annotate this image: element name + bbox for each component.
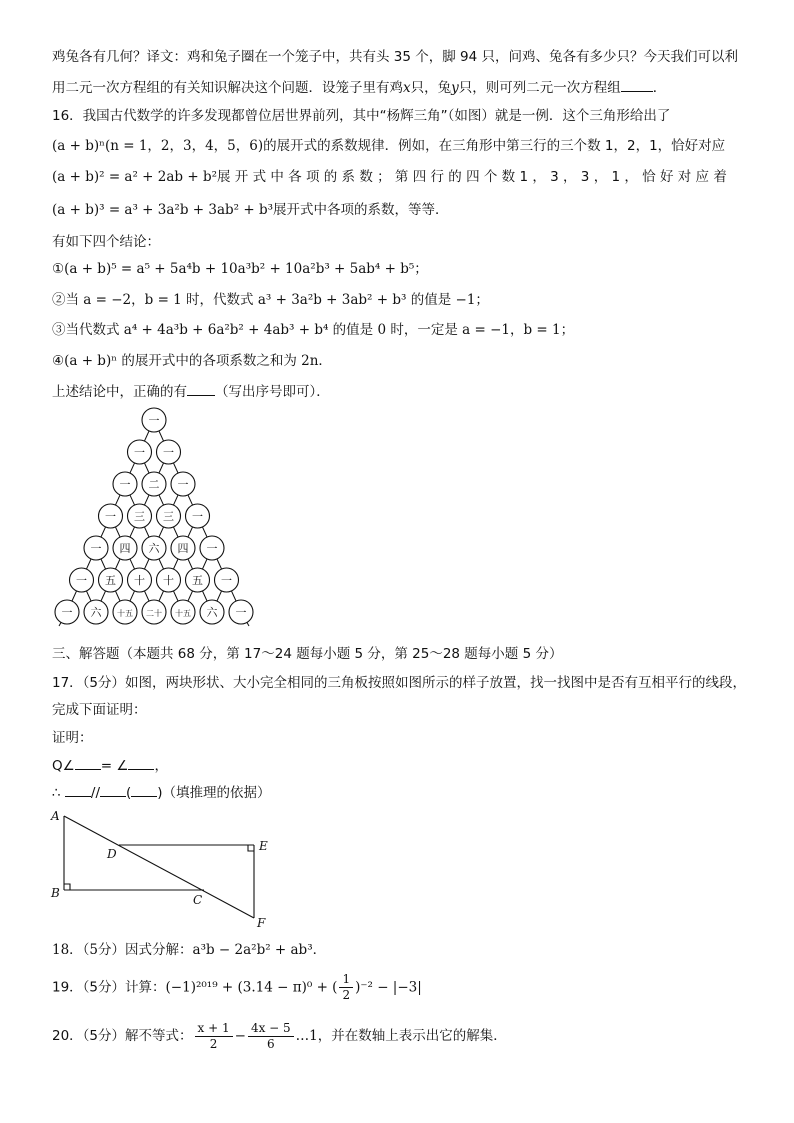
triangle-node (99, 568, 123, 592)
proof-step-2: ∴ // ( )（填推理的依据） (52, 782, 271, 803)
triangle-node (171, 472, 195, 496)
triangle-node-value: 六 (90, 606, 102, 619)
q16-line3: (a + b)² = a² + 2ab + b²展 开 式 中 各 项 的 系 数 ； 第 四 行 的 四 个 数 1 ， 3 ， 3 ， 1 ， 恰 好 对 应 着 (52, 169, 727, 185)
triangle-node-value: 十 (163, 574, 174, 587)
triangle-node (128, 504, 152, 528)
angle-blank-1[interactable] (75, 755, 101, 770)
triangle-node-value: 一 (134, 446, 145, 459)
label-e: E (259, 839, 268, 853)
triangle-node (142, 600, 166, 624)
label-a: A (51, 809, 60, 823)
triangle-node (84, 536, 108, 560)
proof-step-1: Q∠ = ∠ ， (52, 755, 168, 776)
triangle-node (70, 568, 94, 592)
reason-blank[interactable] (131, 782, 157, 797)
conclusion-4: ④(a + b)ⁿ 的展开式中的各项系数之和为 2n． (52, 353, 332, 369)
q18: 18．（5分）因式分解：a³b − 2a²b² + ab³． (52, 942, 327, 958)
triangle-node (171, 600, 195, 624)
q16-line1: 16．我国古代数学的许多发现都曾位居世界前列，其中“杨辉三角”（如图）就是一例．这个三角形给出了 (52, 108, 671, 124)
triangle-node-value: 三 (134, 510, 145, 523)
triangle-node (200, 536, 224, 560)
triangle-node-value: 一 (76, 574, 87, 587)
answer-blank-15[interactable] (621, 77, 653, 92)
q16-line2: (a + b)ⁿ(n = 1，2，3，4，5，6)的展开式的系数规律．例如，在三角形中第三行的三个数 1，2，1，恰好对应 (52, 138, 726, 154)
triangle-node-value: 一 (90, 542, 102, 555)
label-c: C (193, 893, 203, 907)
q17-line2: 完成下面证明： (52, 702, 147, 718)
triangle-node-value: 十 (134, 574, 145, 587)
triangle-node-value: 一 (148, 414, 160, 427)
conclusions-intro: 有如下四个结论： (52, 234, 160, 250)
triangle-node-value: 五 (105, 574, 116, 587)
triangle-node-value: 四 (177, 542, 189, 555)
triangle-node-value: 二十 (146, 609, 162, 618)
triangle-node-value: 一 (61, 606, 73, 619)
triangle-node-value: 一 (105, 510, 116, 523)
triangle-node (142, 408, 166, 432)
conclusion-2: ②当 a = −2，b = 1 时，代数式 a³ + 3a²b + 3ab² + b³ 的值是 −1； (52, 292, 489, 308)
triangle-node (55, 600, 79, 624)
label-b: B (51, 886, 60, 900)
triangle-node (142, 536, 166, 560)
triangle-node-value: 一 (177, 478, 189, 491)
q16-line4: (a + b)³ = a³ + 3a²b + 3ab² + b³展开式中各项的系数，等等． (52, 202, 449, 218)
triangle-node (142, 472, 166, 496)
triangle-node-value: 一 (119, 478, 131, 491)
triangle-node-value: 一 (206, 542, 218, 555)
q19: 19．（5分）计算：(−1)²⁰¹⁹ + (3.14 − π)⁰ + ( $\frac{1}{2}$ )⁻² − |−3| (52, 972, 422, 1002)
label-d: D (107, 847, 117, 861)
right-angle-b (64, 884, 70, 890)
right-angle-e (248, 845, 254, 851)
fraction-right: $\frac{4x - 5}{6}$ (248, 1021, 294, 1052)
segment-af (64, 816, 254, 918)
triangle-node-value: 一 (235, 606, 247, 619)
proof-label: 证明： (52, 730, 93, 746)
triangle-node (128, 568, 152, 592)
angle-blank-2[interactable] (128, 755, 154, 770)
q16-ask: 上述结论中，正确的有 （写出序号即可）． (52, 381, 330, 402)
triangle-node (229, 600, 253, 624)
label-f: F (257, 916, 266, 930)
triangle-boards-figure (46, 806, 286, 931)
triangle-node-value: 五 (192, 574, 203, 587)
q15-line1: 鸡兔各有几何？译文：鸡和兔子圈在一个笼子中，共有头 35 个，脚 94 只，问鸡、兔各有多少只？今天我们可以利 (52, 49, 739, 65)
triangle-node (186, 504, 210, 528)
segment-blank-1[interactable] (65, 782, 91, 797)
triangle-node-value: 一 (221, 574, 232, 587)
answer-blank-16[interactable] (187, 381, 215, 396)
triangle-node (186, 568, 210, 592)
triangle-node-value: 十五 (175, 609, 191, 618)
triangle-node (113, 600, 137, 624)
conclusion-3: ③当代数式 a⁴ + 4a³b + 6a²b² + 4ab³ + b⁴ 的值是 0 时，一定是 a = −1，b = 1； (52, 322, 575, 338)
q20: 20．（5分）解不等式： $\frac{x + 1}{2}$ − $\frac{4x - 5}{6}$ …1，并在数轴上表示出它的解集． (52, 1020, 507, 1051)
segment-blank-2[interactable] (100, 782, 126, 797)
triangle-node (113, 536, 137, 560)
triangle-node-value: 四 (119, 542, 131, 555)
triangle-node (215, 568, 239, 592)
triangle-node (84, 600, 108, 624)
triangle-node-value: 六 (148, 542, 160, 555)
q15-line2: 用二元一次方程组的有关知识解决这个问题．设笼子里有鸡x只，兔y只，则可列二元一次方程组 ． (52, 77, 666, 98)
triangle-node (99, 504, 123, 528)
triangle-node (128, 440, 152, 464)
triangle-node-value: 一 (192, 510, 203, 523)
triangle-node-value: 一 (163, 446, 174, 459)
yanghui-triangle-figure (44, 405, 247, 635)
conclusion-1: ①(a + b)⁵ = a⁵ + 5a⁴b + 10a³b² + 10a²b³ + 5ab⁴ + b⁵； (52, 261, 428, 277)
triangle-node (113, 472, 137, 496)
triangle-node-value: 三 (163, 510, 174, 523)
fraction-half: $\frac{1}{2}$ (339, 972, 353, 1003)
triangle-node (200, 600, 224, 624)
triangle-node (157, 568, 181, 592)
fraction-left: $\frac{x + 1}{2}$ (195, 1021, 233, 1052)
triangle-node-value: 十五 (117, 609, 133, 618)
triangle-node-value: 二 (148, 478, 160, 491)
triangle-node (171, 536, 195, 560)
q17-line1: 17．（5分）如图，两块形状、大小完全相同的三角板按照如图所示的样子放置，找一找图中是否有互相平行的线段， (52, 675, 747, 691)
triangle-node (157, 440, 181, 464)
triangle-node-value: 六 (206, 606, 218, 619)
section-3-heading: 三、解答题（本题共 68 分，第 17～24 题每小题 5 分，第 25～28 题每小题 5 分） (52, 646, 563, 662)
triangle-node (157, 504, 181, 528)
